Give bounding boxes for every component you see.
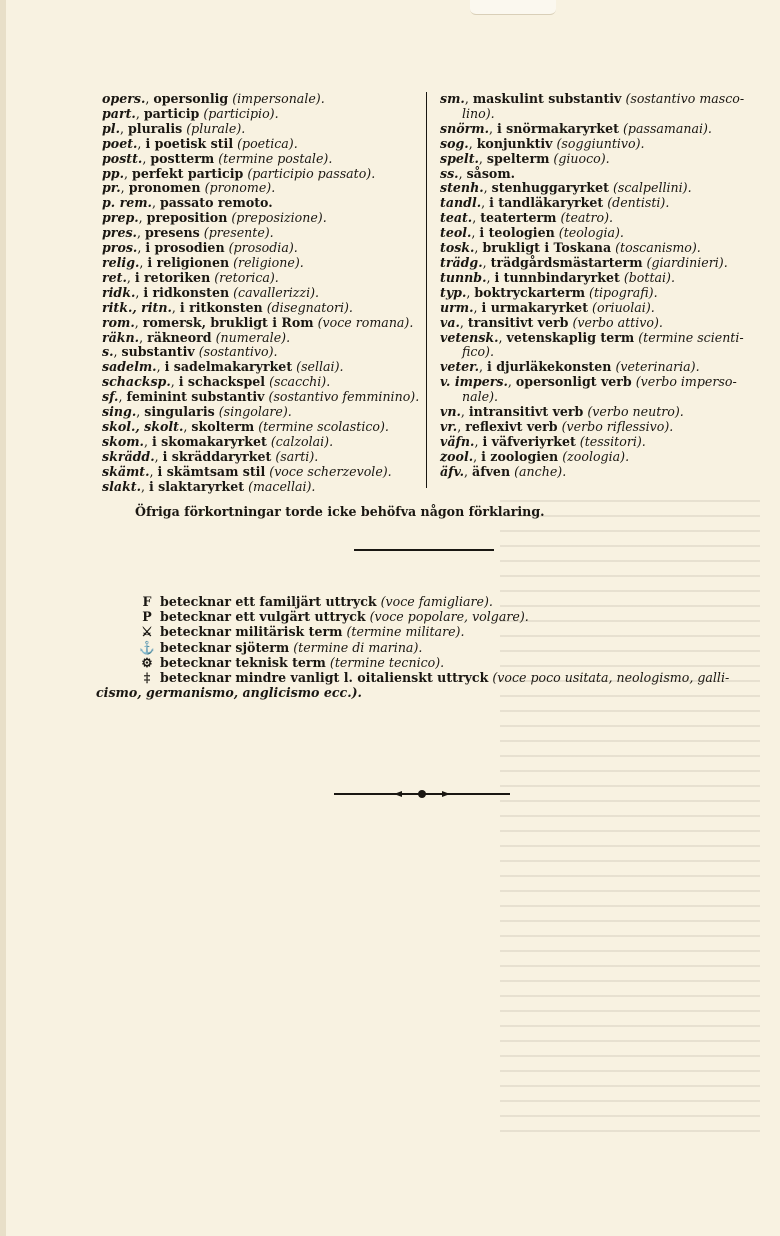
abbreviation-entry: tosk., brukligt i Toskana (toscanismo). (440, 240, 701, 256)
page-edge-shadow (0, 0, 6, 1236)
italian-gloss: (termine scolastico). (258, 418, 389, 434)
italian-gloss: (oriuolai). (592, 299, 655, 315)
abbreviation: vn. (440, 404, 461, 420)
italian-gloss: (sellai). (296, 359, 344, 375)
abbreviation: opers. (102, 91, 146, 106)
abbreviation-entry: teol., i teologien (teologia). (440, 225, 624, 241)
abbreviation: teat. (440, 210, 473, 226)
abbreviation: spelt. (440, 150, 479, 166)
abbreviation: sf. (102, 389, 119, 405)
swedish-gloss: particip (143, 105, 200, 121)
abbreviation-entry: v. impers., opersonligt verb (verbo imperso- nale). (440, 375, 758, 405)
symbol-glyph: ⚔ (141, 624, 153, 640)
abbreviation-entry: sog., konjunktiv (soggiuntivo). (440, 135, 645, 151)
italian-gloss: (dentisti). (607, 195, 670, 211)
abbreviation-entry: prep., preposition (preposizione). (102, 210, 327, 226)
swedish-gloss: i skomakaryrket (151, 433, 267, 449)
abbreviation: vetensk. (440, 329, 499, 345)
italian-gloss: (scacchi). (269, 374, 331, 390)
swedish-gloss: skolterm (191, 418, 255, 434)
italian-gloss: (verbo attivo). (572, 314, 663, 330)
symbol-glyph: ‡ (143, 670, 151, 686)
italian-gloss: (giuoco). (553, 150, 610, 166)
abbreviation: typ. (440, 284, 467, 300)
symbol-meaning: betecknar ett vulgärt uttryck (160, 609, 366, 625)
swedish-gloss: postterm (150, 150, 215, 166)
italian-gloss: (termine postale). (218, 150, 333, 166)
italian-gloss: (scalpellini). (612, 180, 692, 196)
symbol-meaning: betecknar mindre vanligt l. oitalienskt uttryck (160, 670, 489, 686)
symbol-entry (138, 594, 729, 609)
abbreviation-entry: skämt., i skämtsam stil (voce scherzevole). (102, 463, 392, 479)
italian-gloss: (toscanismo). (615, 240, 701, 256)
italian-gloss: (voce romana). (317, 314, 414, 330)
italian-gloss: (cavallerizzi). (233, 284, 320, 300)
swedish-gloss: boktryckarterm (474, 284, 586, 300)
abbreviation: pl. (102, 120, 120, 136)
abbreviation: ritk., ritn. (102, 299, 172, 315)
italian-gloss: (disegnatori). (266, 299, 353, 315)
abbreviation: pros. (102, 240, 138, 256)
swedish-gloss: i religionen (147, 254, 230, 270)
italian-gloss: (sostantivo femminino). (268, 389, 420, 405)
abbreviation: väfn. (440, 433, 475, 449)
abbreviation-entry: sadelm., i sadelmakaryrket (sellai). (102, 359, 344, 375)
abbreviation: pr. (102, 180, 121, 196)
symbol-entry (138, 609, 729, 624)
abbreviation: tunnb. (440, 269, 487, 285)
italian-gloss: (numerale). (215, 329, 291, 345)
abbreviation: sadelm. (102, 359, 157, 375)
swedish-gloss: i ritkonsten (179, 299, 263, 315)
swedish-gloss: reflexivt verb (465, 418, 558, 434)
abbreviation-entry: pl., pluralis (plurale). (102, 120, 246, 136)
swedish-gloss: i sadelmakaryrket (164, 359, 293, 375)
italian-gloss: (termine militare). (346, 624, 465, 640)
abbreviation-entry: trädg., trädgårdsmästarterm (giardinieri). (440, 254, 728, 270)
abbreviation-entry: sf., feminint substantiv (sostantivo femminino). (102, 389, 420, 405)
symbol-meaning: betecknar teknisk term (160, 654, 326, 670)
abbreviation: v. impers. (440, 374, 508, 390)
abbreviation-entry: tunnb., i tunnbindaryrket (bottai). (440, 269, 675, 285)
abbreviation-entry: veter., i djurläkekonsten (veterinaria). (440, 359, 700, 375)
abbreviation: relig. (102, 254, 140, 270)
italian-gloss: (presente). (203, 225, 274, 241)
italian-gloss: (veterinaria). (615, 359, 700, 375)
symbol-glyph: ⚙ (141, 654, 153, 670)
italian-gloss: (religione). (233, 254, 304, 270)
italian-gloss: (participio). (203, 105, 279, 121)
abbreviation: räkn. (102, 329, 140, 345)
italian-gloss: (tipografi). (589, 284, 658, 300)
abbreviation-entry: skol., skolt., skolterm (termine scolastico). (102, 418, 389, 434)
symbol-glyph: F (142, 594, 152, 609)
italian-gloss: (voce poco usitata, neologismo, galli- (492, 670, 730, 686)
swedish-gloss: i djurläkekonsten (487, 359, 612, 375)
swedish-gloss: vetenskaplig term (506, 329, 635, 345)
symbol-glyph: ⚓ (139, 639, 155, 655)
abbreviation-entry: opers., opersonlig (impersonale). (102, 91, 325, 106)
abbreviation-entry: spelt., spelterm (giuoco). (440, 150, 610, 166)
abbreviation: snörm. (440, 120, 489, 136)
abbreviation: sm. (440, 91, 465, 106)
abbreviation: ridk. (102, 284, 136, 300)
abbreviation-entry: sing., singularis (singolare). (102, 404, 292, 420)
abbreviation: zool. (440, 448, 474, 464)
abbreviation: ss. (440, 165, 459, 181)
abbreviation-entry: pres., presens (presente). (102, 225, 274, 241)
italian-gloss: (impersonale). (232, 91, 325, 106)
swedish-gloss: transitivt verb (467, 314, 569, 330)
symbol-entry (138, 655, 729, 670)
symbol-entry (138, 640, 729, 655)
swedish-gloss: i schackspel (178, 374, 266, 390)
italian-gloss: (singolare). (218, 404, 292, 420)
italian-gloss: (retorica). (214, 269, 279, 285)
swedish-gloss: i tunnbindaryrket (494, 269, 620, 285)
abbreviation: pres. (102, 225, 137, 241)
abbreviation-entry: pros., i prosodien (prosodia). (102, 240, 298, 256)
swedish-gloss: i väfveriyrket (482, 433, 576, 449)
abbreviation: skol., skolt. (102, 418, 184, 434)
abbreviation: trädg. (440, 254, 483, 270)
swedish-gloss: opersonligt verb (515, 374, 632, 390)
abbreviation-entry: vr., reflexivt verb (verbo riflessivo). (440, 418, 674, 434)
abbreviation: skämt. (102, 463, 150, 479)
abbreviation-entry: ret., i retoriken (retorica). (102, 269, 279, 285)
swedish-gloss: spelterm (486, 150, 550, 166)
abbreviation: p. rem. (102, 195, 152, 211)
abbreviation: teol. (440, 225, 472, 241)
swedish-gloss: presens (144, 225, 200, 241)
swedish-gloss: pluralis (128, 120, 183, 136)
swedish-gloss: i urmakaryrket (481, 299, 589, 315)
italian-gloss: (sarti). (275, 448, 319, 464)
symbol-meaning: betecknar sjöterm (160, 639, 290, 655)
italian-gloss: (teologia). (558, 225, 624, 241)
abbreviation-entry: postt., postterm (termine postale). (102, 150, 333, 166)
swedish-gloss: pronomen (128, 180, 201, 196)
abbreviation: sing. (102, 404, 137, 420)
abbreviation-entry: schacksp., i schackspel (scacchi). (102, 374, 331, 390)
swedish-gloss: i snörmakaryrket (497, 120, 619, 136)
italian-gloss: (termine di marina). (293, 639, 423, 655)
swedish-gloss: i prosodien (145, 240, 225, 256)
abbreviation-entry: relig., i religionen (religione). (102, 254, 304, 270)
abbreviation-entry: äfv., äfven (anche). (440, 463, 567, 479)
italian-gloss: (termine tecnico). (329, 654, 445, 670)
abbreviation: ret. (102, 269, 127, 285)
abbreviation-entry: part., particip (participio). (102, 105, 279, 121)
swedish-gloss: feminint substantiv (126, 389, 265, 405)
italian-gloss: (poetica). (237, 135, 298, 151)
abbreviation: schacksp. (102, 374, 171, 390)
italian-gloss: (participio passato). (247, 165, 376, 181)
symbol-glyph: P (142, 609, 152, 625)
abbreviation: part. (102, 105, 136, 121)
abbreviation-entry: väfn., i väfveriyrket (tessitori). (440, 433, 646, 449)
abbreviation-entry: urm., i urmakaryrket (oriuolai). (440, 299, 655, 315)
swedish-gloss: räkneord (147, 329, 212, 345)
abbreviation-entry: tandl., i tandläkaryrket (dentisti). (440, 195, 670, 211)
abbreviation-column-left (102, 92, 427, 494)
page-corner-tab (470, 0, 556, 15)
swedish-gloss: romersk, brukligt i Rom (142, 314, 314, 330)
italian-gloss: (verbo riflessivo). (561, 418, 674, 434)
swedish-gloss: substantiv (121, 344, 195, 360)
abbreviation-entry: ridk., i ridkonsten (cavallerizzi). (102, 284, 320, 300)
abbreviation-entry: snörm., i snörmakaryrket (passamanai). (440, 120, 712, 136)
abbreviation: rom. (102, 314, 135, 330)
abbreviation-entry: skom., i skomakaryrket (calzolai). (102, 433, 334, 449)
abbreviation: tandl. (440, 195, 482, 211)
abbreviation-entry: sm., maskulint substantiv (sostantivo masco- lino). (440, 92, 758, 122)
abbreviation: äfv. (440, 463, 465, 479)
abbreviation: poet. (102, 135, 138, 151)
column-divider (426, 92, 427, 488)
italian-gloss-continuation: cismo, germanismo, anglicismo ecc.). (96, 685, 362, 701)
swedish-gloss: i retoriken (134, 269, 211, 285)
swedish-gloss: i skräddaryrket (162, 448, 272, 464)
italian-gloss: (preposizione). (231, 210, 327, 226)
swedish-gloss: teaterterm (480, 210, 557, 226)
abbreviation-entry: pp., perfekt particip (participio passato). (102, 165, 376, 181)
abbreviation-entry: räkn., räkneord (numerale). (102, 329, 291, 345)
symbol-entry-continuation (96, 685, 729, 700)
swedish-gloss: trädgårdsmästarterm (490, 254, 643, 270)
ornament-divider (332, 786, 512, 802)
swedish-gloss: i slaktaryrket (148, 478, 245, 494)
symbol-meaning: betecknar militärisk term (160, 624, 343, 640)
italian-gloss-continuation: lino). (462, 105, 495, 121)
abbreviation-entry: va., transitivt verb (verbo attivo). (440, 314, 663, 330)
symbol-entry (138, 670, 729, 685)
swedish-gloss: maskulint substantiv (472, 91, 622, 106)
abbreviation: skom. (102, 433, 144, 449)
symbol-legend (96, 594, 730, 701)
abbreviation: sog. (440, 135, 469, 151)
abbreviation: postt. (102, 150, 143, 166)
swedish-gloss: äfven (472, 463, 511, 479)
swedish-gloss: i skämtsam stil (157, 463, 266, 479)
abbreviation-entry: stenh., stenhuggaryrket (scalpellini). (440, 180, 692, 196)
abbreviation-entry: s., substantiv (sostantivo). (102, 344, 278, 360)
abbreviation-entry: ss., såsom. (440, 165, 516, 181)
swedish-gloss: singularis (144, 404, 215, 420)
swedish-gloss: i teologien (479, 225, 555, 241)
swedish-gloss: konjunktiv (476, 135, 553, 151)
swedish-gloss: i poetisk stil (145, 135, 234, 151)
abbreviation: veter. (440, 359, 480, 375)
italian-gloss: (prosodia). (228, 240, 298, 256)
abbreviation-entry: p. rem., passato remoto. (102, 195, 273, 211)
abbreviation-column-right (440, 92, 758, 480)
italian-gloss: (bottai). (623, 269, 675, 285)
italian-gloss: (verbo imperso- (635, 374, 737, 390)
swedish-gloss: brukligt i Toskana (482, 240, 612, 256)
italian-gloss: (zoologia). (562, 448, 630, 464)
abbreviation: vr. (440, 418, 458, 434)
swedish-gloss: stenhuggaryrket (491, 180, 609, 196)
italian-gloss: (voce popolare, volgare). (369, 609, 529, 625)
italian-gloss: (teatro). (560, 210, 613, 226)
swedish-gloss: i ridkonsten (143, 284, 230, 300)
abbreviation: va. (440, 314, 460, 330)
italian-gloss-continuation: nale). (462, 389, 499, 405)
swedish-gloss: i tandläkaryrket (489, 195, 604, 211)
swedish-gloss: passato remoto. (159, 195, 273, 211)
italian-gloss: (voce famigliare). (380, 594, 493, 609)
abbreviation-entry: teat., teaterterm (teatro). (440, 210, 613, 226)
swedish-gloss: såsom. (466, 165, 516, 181)
section-divider (354, 549, 494, 551)
italian-gloss: (calzolai). (270, 433, 334, 449)
abbreviation-entry: slakt., i slaktaryrket (macellai). (102, 478, 316, 494)
abbreviation: s. (102, 344, 114, 360)
swedish-gloss: opersonlig (153, 91, 229, 106)
italian-gloss: (giardinieri). (646, 254, 728, 270)
swedish-gloss: perfekt particip (132, 165, 244, 181)
italian-gloss: (passamanai). (623, 120, 712, 136)
italian-gloss: (soggiuntivo). (556, 135, 645, 151)
italian-gloss: (voce scherzevole). (269, 463, 392, 479)
italian-gloss: (termine scienti- (638, 329, 744, 345)
abbreviation: prep. (102, 210, 139, 226)
abbreviation-entry: ritk., ritn., i ritkonsten (disegnatori). (102, 299, 353, 315)
abbreviation-entry: pr., pronomen (pronome). (102, 180, 276, 196)
abbreviation-entry: vetensk., vetenskaplig term (termine scienti- fico). (440, 331, 758, 361)
italian-gloss: (sostantivo). (198, 344, 278, 360)
abbreviation-entry: zool., i zoologien (zoologia). (440, 448, 630, 464)
swedish-gloss: preposition (146, 210, 228, 226)
swedish-gloss: i zoologien (481, 448, 559, 464)
abbreviation-entry: skrädd., i skräddaryrket (sarti). (102, 448, 319, 464)
abbreviation-entry: vn., intransitivt verb (verbo neutro). (440, 404, 684, 420)
italian-gloss: (plurale). (186, 120, 246, 136)
italian-gloss-continuation: fico). (462, 344, 494, 360)
abbreviation: stenh. (440, 180, 484, 196)
swedish-gloss: intransitivt verb (468, 404, 584, 420)
abbreviation: pp. (102, 165, 124, 181)
abbreviation: tosk. (440, 240, 475, 256)
symbol-entry (138, 624, 729, 639)
abbreviation: urm. (440, 299, 474, 315)
abbreviation-entry: rom., romersk, brukligt i Rom (voce romana). (102, 314, 414, 330)
italian-gloss: (verbo neutro). (587, 404, 684, 420)
symbol-meaning: betecknar ett familjärt uttryck (160, 594, 377, 609)
italian-gloss: (macellai). (248, 478, 316, 494)
italian-gloss: (sostantivo masco- (625, 91, 745, 106)
closing-note: Öfriga förkortningar torde icke behöfva någon förklaring. (135, 504, 545, 519)
italian-gloss: (anche). (514, 463, 567, 479)
abbreviation: skrädd. (102, 448, 155, 464)
abbreviation-entry: typ., boktryckarterm (tipografi). (440, 284, 658, 300)
abbreviation-entry: poet., i poetisk stil (poetica). (102, 135, 298, 151)
abbreviation: slakt. (102, 478, 141, 494)
italian-gloss: (pronome). (204, 180, 276, 196)
italian-gloss: (tessitori). (579, 433, 646, 449)
